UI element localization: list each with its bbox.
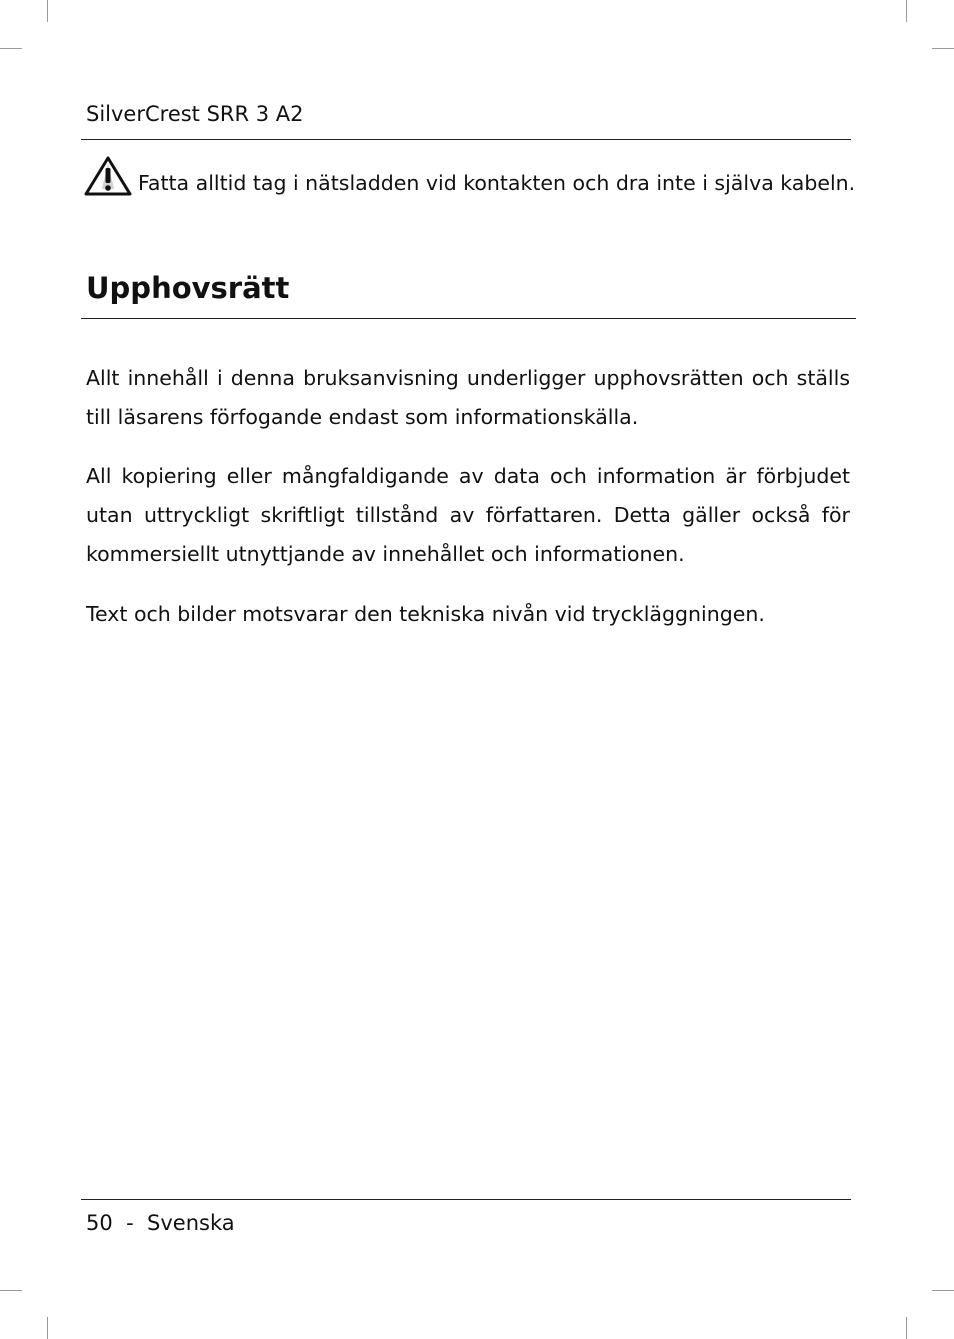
crop-mark-top-left-horizontal xyxy=(0,48,22,49)
crop-mark-bottom-right xyxy=(906,1317,907,1339)
page-footer xyxy=(86,1209,235,1237)
crop-mark-bottom-right-horizontal xyxy=(932,1290,954,1291)
footer-separator: - xyxy=(126,1211,134,1235)
header-divider xyxy=(81,139,851,140)
warning-notice xyxy=(84,155,854,199)
paragraph-technical-status: Text och bilder motsvarar den tekniska nivån vid tryckläggningen. xyxy=(86,602,765,626)
crop-mark-top-left xyxy=(47,0,48,22)
warning-triangle-icon xyxy=(84,155,132,197)
crop-mark-top-right xyxy=(906,0,907,22)
footer-divider xyxy=(81,1199,851,1200)
page-number: 50 xyxy=(86,1211,113,1235)
paragraph-copy-restriction: All kopiering eller mångfaldigande av data och information är förbjudet utan uttryckligt skriftligt tillstånd av författaren. Detta gäller också för kommersiellt utnyttjande av innehållet och informationen. xyxy=(86,464,850,566)
crop-mark-bottom-left-horizontal xyxy=(0,1290,22,1291)
crop-mark-top-right-horizontal xyxy=(932,48,954,49)
paragraph-copyright-notice: Allt innehåll i denna bruksanvisning underligger upphovsrätten och ställs till läsarens förfogande endast som informationskälla. xyxy=(86,366,850,429)
heading-divider xyxy=(81,318,856,319)
warning-text: Fatta alltid tag i nätsladden vid kontakten och dra inte i själva kabeln. xyxy=(138,171,856,195)
crop-mark-bottom-left xyxy=(47,1317,48,1339)
section-heading: Upphovsrätt xyxy=(86,271,290,305)
page-header-title: SilverCrest SRR 3 A2 xyxy=(86,102,304,126)
footer-language: Svenska xyxy=(147,1211,235,1235)
